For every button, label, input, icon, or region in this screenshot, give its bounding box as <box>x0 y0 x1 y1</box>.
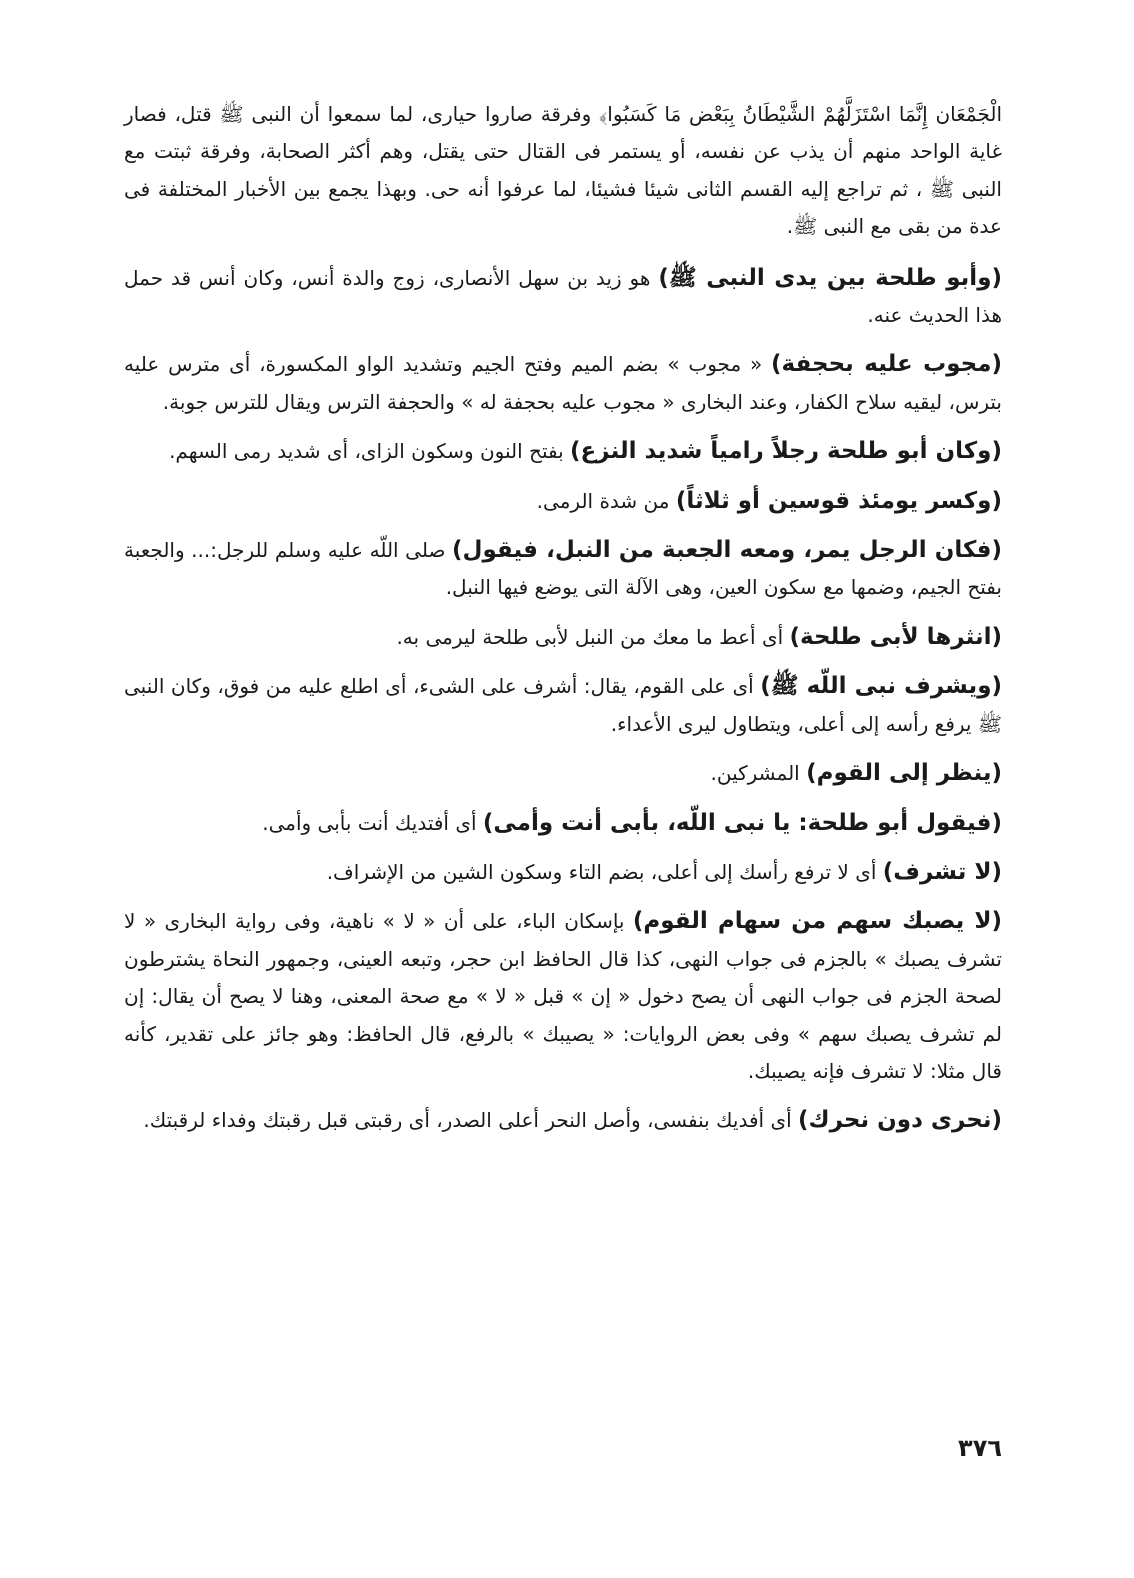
paragraph-11-text: أى لا ترفع رأسك إلى أعلى، بضم التاء وسكون الشين من الإشراف. <box>326 859 883 884</box>
paragraph-10 <box>124 805 1002 842</box>
paragraph-12-heading: (لا يصبك سهم من سهام القوم) <box>632 908 1002 935</box>
paragraph-8-text: أى على القوم، يقال: أشرف على الشىء، أى اطلع عليه من فوق، وكان النبى ﷺ يرفع رأسه إلى أعلى، ويتطاول ليرى الأعداء. <box>124 674 1002 736</box>
paragraph-4 <box>124 433 1002 470</box>
page-body <box>124 96 1002 1152</box>
paragraph-10-heading: (فيقول أبو طلحة: يا نبى اللّه، بأبى أنت وأمى) <box>482 809 1002 836</box>
paragraph-5 <box>124 483 1002 520</box>
paragraph-8 <box>124 668 1002 743</box>
paragraph-9-text: المشركين. <box>710 761 807 786</box>
paragraph-13 <box>124 1102 1002 1139</box>
paragraph-10-text: أى أفتديك أنت بأبى وأمى. <box>262 810 483 835</box>
paragraph-3-text: « مجوب » بضم الميم وفتح الجيم وتشديد الواو المكسورة، أى مترس عليه بترس، ليقيه سلاح الكفار، وعند البخارى « مجوب عليه بحجفة له » والحجفة الترس ويقال للترس جوبة. <box>124 352 1002 414</box>
paragraph-6 <box>124 532 1002 607</box>
paragraph-3 <box>124 346 1002 421</box>
paragraph-5-heading: (وكسر يومئذ قوسين أو ثلاثاً) <box>675 487 1002 514</box>
paragraph-4-heading: (وكان أبو طلحة رجلاً رامياً شديد النزع) <box>570 438 1002 465</box>
paragraph-2 <box>124 260 1002 335</box>
paragraph-9-heading: (ينظر إلى القوم) <box>806 760 1002 787</box>
paragraph-11 <box>124 854 1002 891</box>
paragraph-5-text: من شدة الرمى. <box>536 488 676 513</box>
paragraph-7 <box>124 619 1002 656</box>
paragraph-11-heading: (لا تشرف) <box>882 858 1002 885</box>
paragraph-7-heading: (انثرها لأبى طلحة) <box>789 623 1002 650</box>
page-number: ٣٧٦ <box>958 1434 1002 1462</box>
paragraph-6-heading: (فكان الرجل يمر، ومعه الجعبة من النبل، فيقول) <box>452 537 1002 564</box>
paragraph-12-text: بإسكان الباء، على أن « لا » ناهية، وفى رواية البخارى « لا تشرف يصبك » بالجزم فى جواب النهى، كذا قال الحافظ ابن حجر، وتبعه العينى، وجمهور النحاة يشترطون لصحة الجزم فى جواب النهى أن يصح دخول « إن » قبل « لا » مع صحة المعنى، وهنا لا يصح أن يقال: إن لم تشرف يصبك سهم » وفى بعض الروايات: « يصيبك » بالرفع، قال الحافظ: وهو جائز على تقدير، كأنه قال مثلا: لا تشرف فإنه يصيبك. <box>124 909 1002 1083</box>
paragraph-3-heading: (مجوب عليه بحجفة) <box>771 351 1002 378</box>
paragraph-13-text: أى أفديك بنفسى، وأصل النحر أعلى الصدر، أى رقبتى قبل رقبتك وفداء لرقبتك. <box>143 1108 799 1133</box>
paragraph-1-text: الْجَمْعَان إِنَّمَا اسْتَزَلَّهُمْ الشَّيْطَانُ بِبَعْض مَا كَسَبُوا﴾ وفرقة صاروا حيارى، لما سمعوا أن النبى ﷺ قتل، فصار غاية الواحد منهم أن يذب عن نفسه، أو يستمر فى القتال حتى يقتل، وهم أكثر الصحابة، وفرقة ثبتت مع النبى ﷺ ، ثم تراجع إليه القسم الثانى شيئا فشيئا، لما عرفوا أنه حى. وبهذا يجمع بين الأخبار المختلفة فى عدة من بقى مع النبى ﷺ. <box>124 102 1002 239</box>
paragraph-1 <box>124 96 1002 246</box>
paragraph-6-text: صلى اللّه عليه وسلم للرجل:... والجعبة بفتح الجيم، وضمها مع سكون العين، وهى الآلة التى يوضع فيها النبل. <box>124 538 1002 600</box>
paragraph-9 <box>124 755 1002 792</box>
paragraph-13-heading: (نحرى دون نحرك) <box>798 1107 1002 1134</box>
paragraph-8-heading: (ويشرف نبى اللّه ﷺ) <box>760 673 1002 700</box>
paragraph-4-text: بفتح النون وسكون الزاى، أى شديد رمى السهم. <box>169 439 571 464</box>
paragraph-2-text: هو زيد بن سهل الأنصارى، زوج والدة أنس، وكان أنس قد حمل هذا الحديث عنه. <box>124 265 1002 328</box>
paragraph-12 <box>124 903 1002 1090</box>
paragraph-7-text: أى أعط ما معك من النبل لأبى طلحة ليرمى به. <box>396 624 790 649</box>
paragraph-2-heading: (وأبو طلحة بين يدى النبى ﷺ) <box>658 264 1002 291</box>
